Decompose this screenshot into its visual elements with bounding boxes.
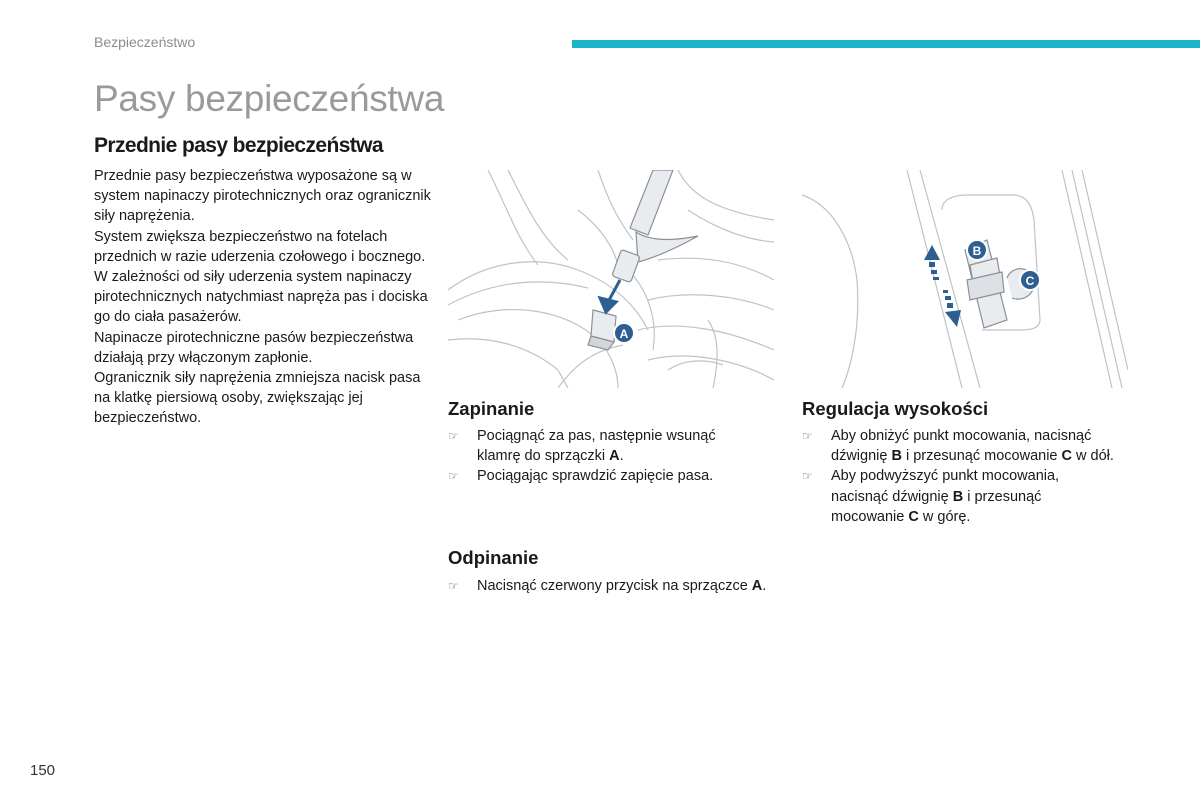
pointing-hand-icon: ☞ [448,579,459,593]
list-item [448,466,748,486]
intro-paragraph: W zależności od siły uderzenia system napinaczy pirotechnicznych natychmiast napręża pas i dociska go do ciała pasażerów. [94,269,428,326]
item-bold: A [609,448,620,465]
item-bold: B [891,448,902,465]
regulacja-heading: Regulacja wysokości [802,398,989,419]
marker-c: C [1025,274,1035,288]
zapinanie-list [448,426,748,487]
intro-paragraph: System zwiększa bezpieczeństwo na fotelach przednich w razie uderzenia czołowego i bocznego. [94,228,426,265]
accent-bar [572,40,1200,48]
item-text: . [619,448,624,465]
pointing-hand-icon: ☞ [448,429,459,443]
item-text: Nacisnąć czerwony przycisk na sprzączce [477,578,752,594]
item-bold: B [952,488,964,505]
buckle-illustration [448,170,774,388]
list-item [802,466,1117,527]
item-text: i przesunąć mocowanie [831,488,1042,525]
height-adjust-illustration [802,170,1128,388]
list-item [802,426,1117,466]
odpinanie-list [448,576,788,596]
list-item [448,576,788,596]
marker-a: A [619,327,629,341]
page-number: 150 [30,762,56,779]
item-text: Aby obniżyć punkt mocowania, nacisnąć dźwignię [831,428,1092,465]
odpinanie-heading: Odpinanie [448,547,539,568]
regulacja-list [802,426,1117,527]
page-title: Pasy bezpieczeństwa [94,78,445,119]
item-text: . [762,578,767,594]
item-text: i przesunąć mocowanie [901,448,1062,465]
list-item [448,426,748,466]
item-bold: C [1061,448,1072,465]
section-subtitle: Przednie pasy bezpieczeństwa [94,134,383,157]
marker-b: B [972,244,982,258]
intro-text [94,166,434,429]
section-label: Bezpieczeństwo [94,34,196,50]
zapinanie-heading: Zapinanie [448,398,535,419]
item-bold: A [751,578,763,594]
intro-paragraph: Napinacze pirotechniczne pasów bezpieczeństwa działają przy włączonym zapłonie. [94,329,414,366]
pointing-hand-icon: ☞ [448,469,459,484]
item-text: w dół. [1072,448,1114,465]
intro-paragraph: Przednie pasy bezpieczeństwa wyposażone są w system napinaczy pirotechnicznych oraz ogranicznik siły naprężenia. [94,168,431,225]
item-text: Pociągnąć za pas, następnie wsunąć klamrę do sprzączki [477,428,716,465]
intro-paragraph: Ogranicznik siły naprężenia zmniejsza nacisk pasa na klatkę piersiową osoby, zwiększając jej bezpieczeństwo. [94,370,421,427]
pointing-hand-icon: ☞ [802,429,813,443]
item-text: Aby podwyższyć punkt mocowania, nacisnąć dźwignię [831,468,1060,505]
item-text: w górę. [918,508,971,525]
pointing-hand-icon: ☞ [802,469,813,484]
item-bold: C [908,508,919,525]
item-text: Pociągając sprawdzić zapięcie pasa. [477,468,714,485]
